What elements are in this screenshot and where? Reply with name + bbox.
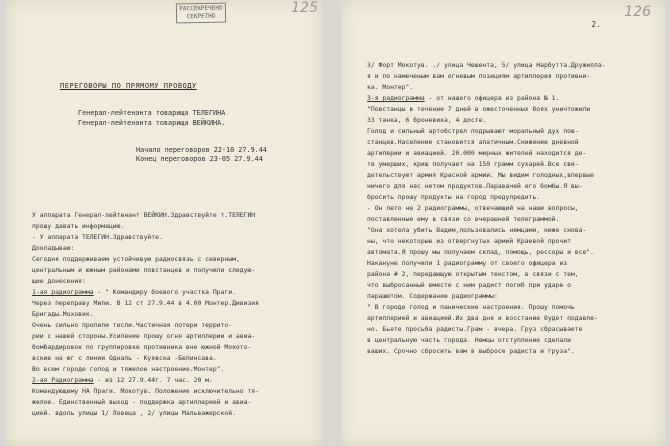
text-line: Командующему НА Праги. Мокотув. Положение исключительно тя- bbox=[32, 387, 260, 395]
text-line: в центральную часть города. Немцы отступление сделали bbox=[367, 336, 571, 344]
text-line: щие донесения: bbox=[32, 277, 86, 285]
heading-block bbox=[78, 108, 278, 128]
text-line: цией. вдоль улицы 1/ Ловеца , 2/ улицы Мальважерской. bbox=[32, 409, 236, 417]
underlined-label: 3-я радиограмма bbox=[367, 94, 425, 102]
text-line: Докладываю: bbox=[32, 244, 75, 252]
text-line: 33 танка, 6 броневика, 4 досте. bbox=[367, 116, 487, 124]
text-line: что выбросанный вместе с ним радист погиб при ударе о bbox=[367, 281, 571, 289]
text-line: поставленные ему в связи со вчерашней телеграммой. bbox=[367, 215, 560, 223]
text-line: 2-ая Радиограмма - из 12 27.9.44г. 7 час. 20 м. bbox=[32, 376, 213, 384]
text-line: Через переправу Мили. В 12 ст 27.9.44 в 4.00 Монтер.Дивизия bbox=[32, 299, 260, 307]
underlined-label: 2-ая Радиограмма bbox=[32, 376, 94, 384]
text-line: артилерии и авиацией. 20.000 мирных жителей находится де- bbox=[367, 149, 587, 157]
text-line: детельствуют армия Красной армии. Мы видим голодных,впервые bbox=[367, 171, 595, 179]
text-line: но. Бьете просьба радисты.Грам - вчера. Груз сбрасываете bbox=[367, 325, 583, 333]
text-line: желое. Единственный выход - поддержка артиллерией и авиа- bbox=[32, 398, 252, 406]
document-title: ПЕРЕГОВОРЫ ПО ПРЯМОМУ ПРОВОДУ bbox=[60, 82, 197, 90]
text-line: Сегодня поддерживаем устойчивую радиосвязь с северным, bbox=[32, 255, 240, 263]
right-body-text bbox=[367, 60, 657, 357]
text-line: Бригады.Моховик. bbox=[32, 310, 94, 318]
text-line: рии с нашей стороны.Усиление прошу огня артиллерии и авиа- bbox=[32, 332, 256, 340]
text-line: "Повстанцы в течение 7 дней в ожесточенных боях уничтожили bbox=[367, 105, 591, 113]
text-line: Очень сильно пролили тесли.Частичная потери террито- bbox=[32, 321, 233, 329]
text-line: артиллерией и авиацией.Их два дня и восстание будет подавле- bbox=[367, 314, 598, 322]
text-line: Во всем городе голод и тяжелое настроение.Монтер". bbox=[32, 365, 225, 373]
text-line: 3-я радиограмма - от нашего офицера из района № 1. bbox=[367, 94, 560, 102]
heading-line: Генерал-лейтенанта товарища ТЕЛЕГИНА bbox=[78, 109, 226, 117]
page-marker: 2. bbox=[591, 20, 601, 29]
text-line: района # 2, передающую открытым текстом, в связи с тем, bbox=[367, 270, 579, 278]
time-block bbox=[136, 146, 296, 164]
text-line: - У аппарата ТЕЛЕГИН.Здравствуйте. bbox=[32, 233, 163, 241]
text-line: - Он лето не 2 радиограммы, отвечающий на наши вопросы, bbox=[367, 204, 579, 212]
document-page-left bbox=[6, 0, 322, 446]
stamp-line-2: СЕКРЕТНО bbox=[186, 12, 216, 21]
heading-line: Генерал-лейтенанта товарища ВЕЙКИНА. bbox=[78, 119, 226, 127]
text-line: бросить прошу продукты на город предупредить. bbox=[367, 193, 541, 201]
text-line: " В городе голод и панические настроения. Прошу помочь bbox=[367, 303, 575, 311]
declassified-stamp bbox=[176, 3, 226, 24]
text-line: 3/ Форт Мокотув. ./ улица Чешента, 5/ улица Нарбутта.Дружилла- bbox=[367, 61, 606, 69]
text-line: прошу давать информацию. bbox=[32, 222, 125, 230]
text-line: Накануне получили 1 радиограмму от своего офицера из bbox=[367, 259, 568, 267]
text-line: центральным и южным районами повстанцев и получили следую- bbox=[32, 266, 256, 274]
text-line: станцев.Население становится апатичным.Снижение дневной bbox=[367, 138, 579, 146]
text-line: парашютом. Содержание радиограммы: bbox=[367, 292, 498, 300]
stamp-line-1: РАССЕКРЕЧЕНО bbox=[179, 4, 223, 13]
text-line: ваших. Срочно сбросить вам в выбросе радиста и груза". bbox=[367, 347, 575, 355]
text-line: ка. Монтер". bbox=[367, 83, 414, 91]
page-number: 125 bbox=[291, 0, 318, 16]
document-page-right bbox=[341, 0, 665, 446]
text-line: Голод и сильный артобстрел подрывают моральный дух пов- bbox=[367, 127, 579, 135]
text-line: вские на юг с линии Одналь - Куявска -Белинсава. bbox=[32, 354, 217, 362]
text-line: ны, что некоторые из отвергнутых армий Краевой прочит bbox=[367, 237, 571, 245]
text-line: 1-ая радиограмма - " Командиру боевого участка Праги. bbox=[32, 288, 236, 296]
text-line: автомата.Я прошу мы получаем склад, помощь, рессоры и все". bbox=[367, 248, 595, 256]
text-line: те умерших, криш получает на 150 грамм сухарей.Все сви- bbox=[367, 160, 579, 168]
text-line: У аппарата Генерал-лейтенант ВЕЙКИН.Здравствуйте т.ТЕЛЕГИН bbox=[32, 211, 256, 219]
time-line: Конец переговоров 23-05 27.9.44 bbox=[136, 155, 263, 163]
text-line: "Она хотела убить Вадим,пользовались немцами, ниже снова- bbox=[367, 226, 587, 234]
text-line: бомбардировок по группировке противника вне южной Мокото- bbox=[32, 343, 252, 351]
underlined-label: 1-ая радиограмма bbox=[32, 288, 94, 296]
text-line: я и по намеченым вам огневым позициям артиллерия противни- bbox=[367, 72, 591, 80]
time-line: Начало переговоров 22-10 27.9.44 bbox=[136, 146, 267, 154]
page-number: 126 bbox=[624, 4, 651, 20]
left-body-text bbox=[32, 210, 314, 419]
text-line: ничего для нас нетом продуктов.Паравачей его бомбы.Я вы- bbox=[367, 182, 583, 190]
